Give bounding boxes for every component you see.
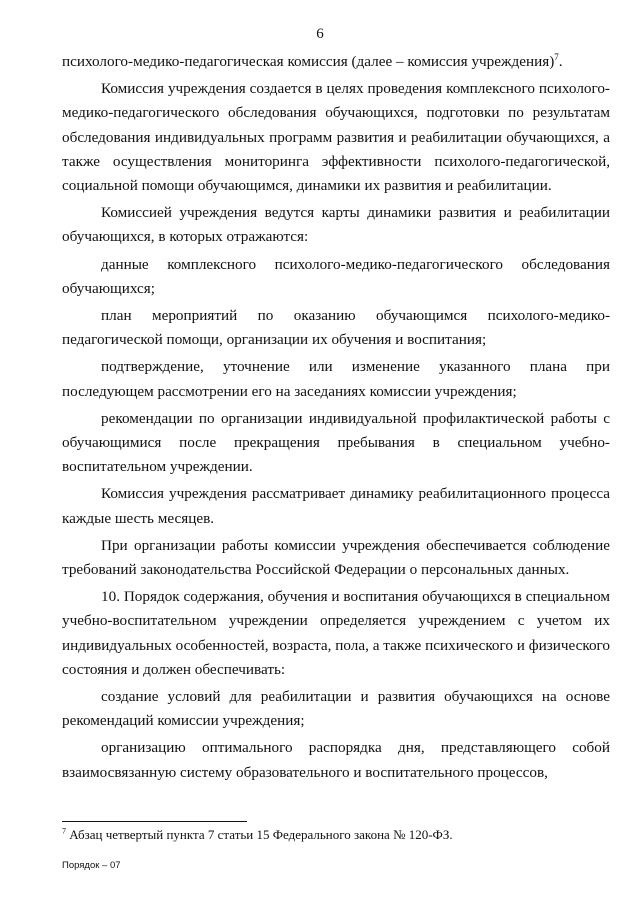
footnote-reference: 7 [554, 51, 559, 62]
list-item-recommendations: рекомендации по организации индивидуальной профилактической работы с обучающимися после прекращения пребывания в специальном учебно-воспитательном учреждении. [62, 409, 610, 476]
list-item-conditions: создание условий для реабилитации и развития обучающихся на основе рекомендаций комиссии учреждения; [62, 688, 610, 730]
paragraph-continuation [62, 50, 610, 74]
footnote-text: Абзац четвертый пункта 7 статьи 15 Федерального закона № 120-ФЗ. [69, 827, 453, 842]
paragraph-text: психолого-медико-педагогическая комиссия (далее – комиссия учреждения) [62, 53, 555, 70]
list-item-daily-routine: организацию оптимального распорядка дня, представляющего собой взаимосвязанную систему образовательного и воспитательного процессов, [62, 739, 610, 781]
body-text [62, 50, 610, 788]
document-code: Порядок – 07 [62, 860, 121, 871]
footnote-separator [62, 821, 247, 822]
list-item-assistance-plan: план мероприятий по оказанию обучающимся психолого-медико-педагогической помощи, организации их обучения и воспитания; [62, 307, 610, 349]
list-item-examination-data: данные комплексного психолого-медико-педагогического обследования обучающихся; [62, 255, 610, 297]
paragraph-section-10: 10. Порядок содержания, обучения и воспитания обучающихся в специальном учебно-воспитательном учреждении определяется учреждением с учетом их индивидуальных особенностей, возраста, пола, а также психического и физического состояния и должен обеспечивать: [62, 588, 610, 678]
paragraph-dynamics-cards: Комиссией учреждения ведутся карты динамики развития и реабилитации обучающихся, в которых отражаются: [62, 204, 610, 246]
list-item-plan-confirmation: подтверждение, уточнение или изменение указанного плана при последующем рассмотрении его на заседаниях комиссии учреждения; [62, 358, 610, 400]
footnote-mark: 7 [62, 826, 66, 836]
footnote [62, 826, 610, 843]
paragraph-tail: . [558, 53, 563, 70]
page-number: 6 [316, 26, 324, 42]
paragraph-personal-data: При организации работы комиссии учреждения обеспечивается соблюдение требований законодательства Российской Федерации о персональных данных. [62, 536, 610, 579]
paragraph-commission-purpose: Комиссия учреждения создается в целях проведения комплексного психолого-медико-педагогического обследования обучающихся, подготовки по результатам обследования индивидуальных программ развития и реабилитации обучающихся, а также осуществления мониторинга эффективности психолого-педагогической, социальной помощи обучающимся, динамики их развития и реабилитации. [62, 80, 610, 195]
paragraph-review-period: Комиссия учреждения рассматривает динамику реабилитационного процесса каждые шесть месяцев. [62, 485, 610, 527]
